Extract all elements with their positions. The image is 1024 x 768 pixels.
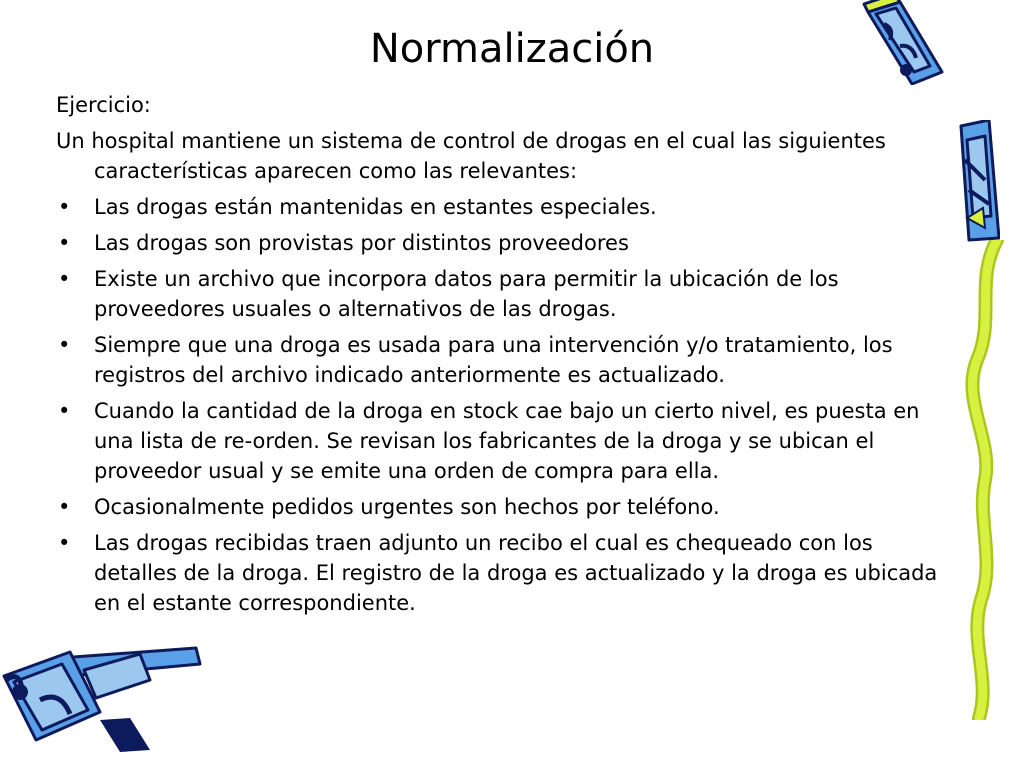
- pencil-decoration-bottom-left-icon: [0, 640, 210, 760]
- slide-title: Normalización: [369, 26, 655, 72]
- list-item: • Ocasionalmente pedidos urgentes son hechos por teléfono.: [56, 492, 956, 522]
- bullet-icon: •: [58, 231, 71, 255]
- bullet-icon: •: [58, 399, 71, 423]
- list-item: • Las drogas están mantenidas en estantes especiales.: [56, 192, 956, 222]
- slide-body: [56, 90, 956, 624]
- pencil-decoration-top-right-icon: [860, 0, 950, 85]
- intro-paragraph: Un hospital mantiene un sistema de control de drogas en el cual las siguientes características aparecen como las relevantes:: [56, 129, 886, 183]
- bullet-icon: •: [58, 531, 71, 555]
- bullet-icon: •: [58, 495, 71, 519]
- list-item: • Las drogas recibidas traen adjunto un recibo el cual es chequeado con los detalles de la droga. El registro de la droga es actualizado y la droga es ubicada en el estante correspondiente.: [56, 528, 956, 618]
- exercise-heading: Ejercicio:: [56, 93, 151, 117]
- list-item: • Las drogas son provistas por distintos proveedores: [56, 228, 956, 258]
- bullet-icon: •: [58, 333, 71, 357]
- ribbon-decoration-right-icon: [955, 240, 1005, 720]
- list-item: • Existe un archivo que incorpora datos para permitir la ubicación de los proveedores usuales o alternativos de las drogas.: [56, 264, 956, 324]
- bullet-icon: •: [58, 267, 71, 291]
- pencil-decoration-right-icon: [955, 120, 1000, 245]
- bullet-list: [56, 192, 956, 618]
- list-item: • Cuando la cantidad de la droga en stock cae bajo un cierto nivel, es puesta en una lista de re-orden. Se revisan los fabricantes de la droga y se ubican el proveedor usual y se emite una orden de compra para ella.: [56, 396, 956, 486]
- list-item: • Siempre que una droga es usada para una intervención y/o tratamiento, los registros del archivo indicado anteriormente es actualizado.: [56, 330, 956, 390]
- bullet-icon: •: [58, 195, 71, 219]
